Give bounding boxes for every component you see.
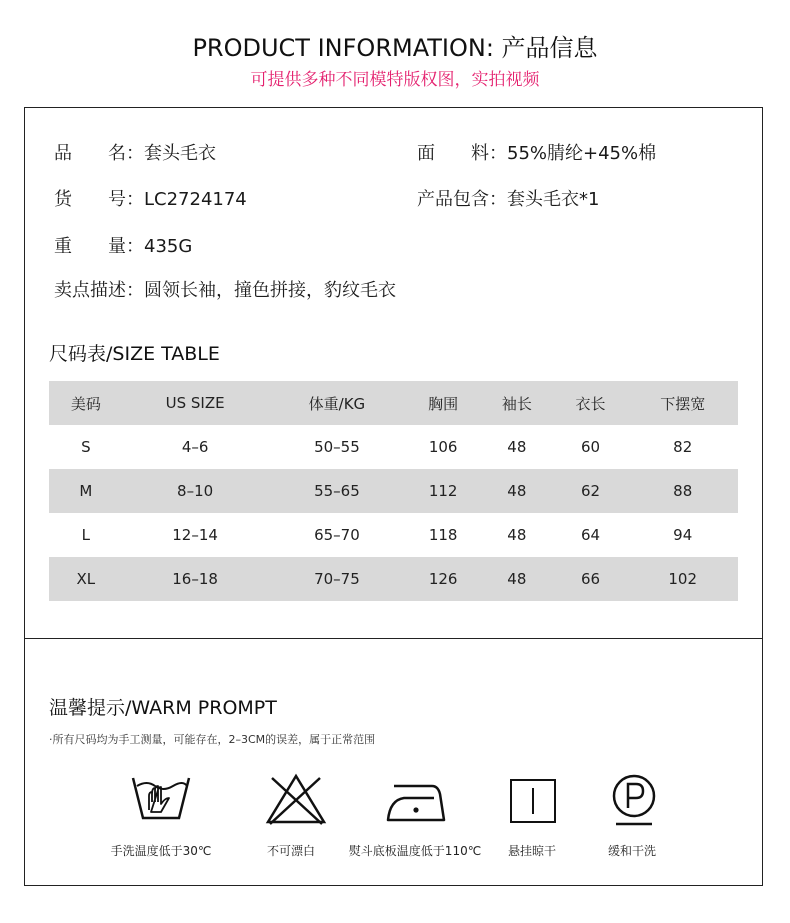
table-row <box>49 557 738 601</box>
table-cell: 48 <box>507 570 527 588</box>
table-cell: 48 <box>507 482 527 500</box>
page-subtitle: 可提供多种不同模特版权图，实拍视频 <box>250 70 540 90</box>
size-table-heading: 尺码表/SIZE TABLE <box>49 343 220 365</box>
table-cell: 62 <box>581 482 601 500</box>
iron-icon <box>356 772 476 828</box>
table-cell: 65–70 <box>314 526 360 544</box>
table-cell: 8–10 <box>177 482 214 500</box>
no-bleach-icon <box>236 772 356 828</box>
info-weight-value: 435G <box>144 236 193 257</box>
care-label: 悬挂晾干 <box>507 844 557 858</box>
info-selling-value: 圆领长袖，撞色拼接，豹纹毛衣 <box>144 280 396 301</box>
info-selling-label: 卖点描述： <box>54 280 144 301</box>
page-title: PRODUCT INFORMATION: 产品信息 <box>192 34 598 62</box>
col-header: 体重/KG <box>308 394 366 413</box>
size-table-header <box>49 381 738 425</box>
care-label: 不可漂白 <box>266 844 316 858</box>
table-cell: 50–55 <box>314 438 360 456</box>
measurement-note: ·所有尺码均为手工测量，可能存在，2–3CM的误差，属于正常范围 <box>49 733 376 746</box>
table-cell: 48 <box>507 526 527 544</box>
table-cell: 64 <box>581 526 601 544</box>
table-cell: 48 <box>507 438 527 456</box>
table-cell: S <box>81 438 91 456</box>
col-header: US SIZE <box>165 394 225 412</box>
warm-prompt-heading: 温馨提示/WARM PROMPT <box>49 697 277 719</box>
table-cell: 88 <box>673 482 693 500</box>
table-cell: 82 <box>673 438 693 456</box>
table-cell: 106 <box>428 438 458 456</box>
table-cell: 70–75 <box>314 570 360 588</box>
table-cell: 118 <box>428 526 458 544</box>
table-row <box>49 469 738 513</box>
info-fabric-label: 面 料： <box>417 143 507 164</box>
info-fabric-value: 55%腈纶+45%棉 <box>507 143 657 164</box>
dry-clean-p-icon <box>574 772 694 828</box>
info-includes-label: 产品包含： <box>417 189 507 210</box>
table-cell: M <box>79 482 93 500</box>
size-table <box>49 381 738 601</box>
info-name-value: 套头毛衣 <box>144 143 216 164</box>
table-cell: 16–18 <box>172 570 218 588</box>
col-header: 下摆宽 <box>660 394 706 413</box>
care-label: 缓和干洗 <box>607 844 657 858</box>
table-cell: L <box>81 526 91 544</box>
info-weight-label: 重 量： <box>54 236 144 257</box>
table-cell: 112 <box>428 482 458 500</box>
table-cell: 4–6 <box>181 438 209 456</box>
table-cell: 66 <box>581 570 601 588</box>
info-fabric <box>417 139 656 165</box>
info-selling <box>54 276 396 302</box>
col-header: 衣长 <box>575 394 606 413</box>
table-cell: XL <box>76 570 96 588</box>
info-weight <box>54 232 192 258</box>
hand-wash-icon <box>101 772 221 828</box>
table-row <box>49 425 738 469</box>
info-sku <box>54 185 247 211</box>
table-cell: 55–65 <box>314 482 360 500</box>
col-header: 胸围 <box>428 394 459 413</box>
table-cell: 94 <box>673 526 693 544</box>
info-sku-value: LC2724174 <box>144 189 247 210</box>
info-includes-value: 套头毛衣*1 <box>507 189 600 210</box>
table-cell: 126 <box>428 570 458 588</box>
info-sku-label: 货 号： <box>54 189 144 210</box>
table-row <box>49 513 738 557</box>
col-header: 美码 <box>70 394 101 413</box>
care-label: 熨斗底板温度低于110℃ <box>348 844 482 858</box>
info-name <box>54 139 216 165</box>
section-divider <box>24 638 763 639</box>
table-cell: 12–14 <box>172 526 218 544</box>
info-name-label: 品 名： <box>54 143 144 164</box>
care-label: 手洗温度低于30℃ <box>110 844 212 858</box>
table-cell: 102 <box>668 570 698 588</box>
col-header: 袖长 <box>501 394 532 413</box>
info-includes <box>417 185 599 211</box>
table-cell: 60 <box>581 438 601 456</box>
